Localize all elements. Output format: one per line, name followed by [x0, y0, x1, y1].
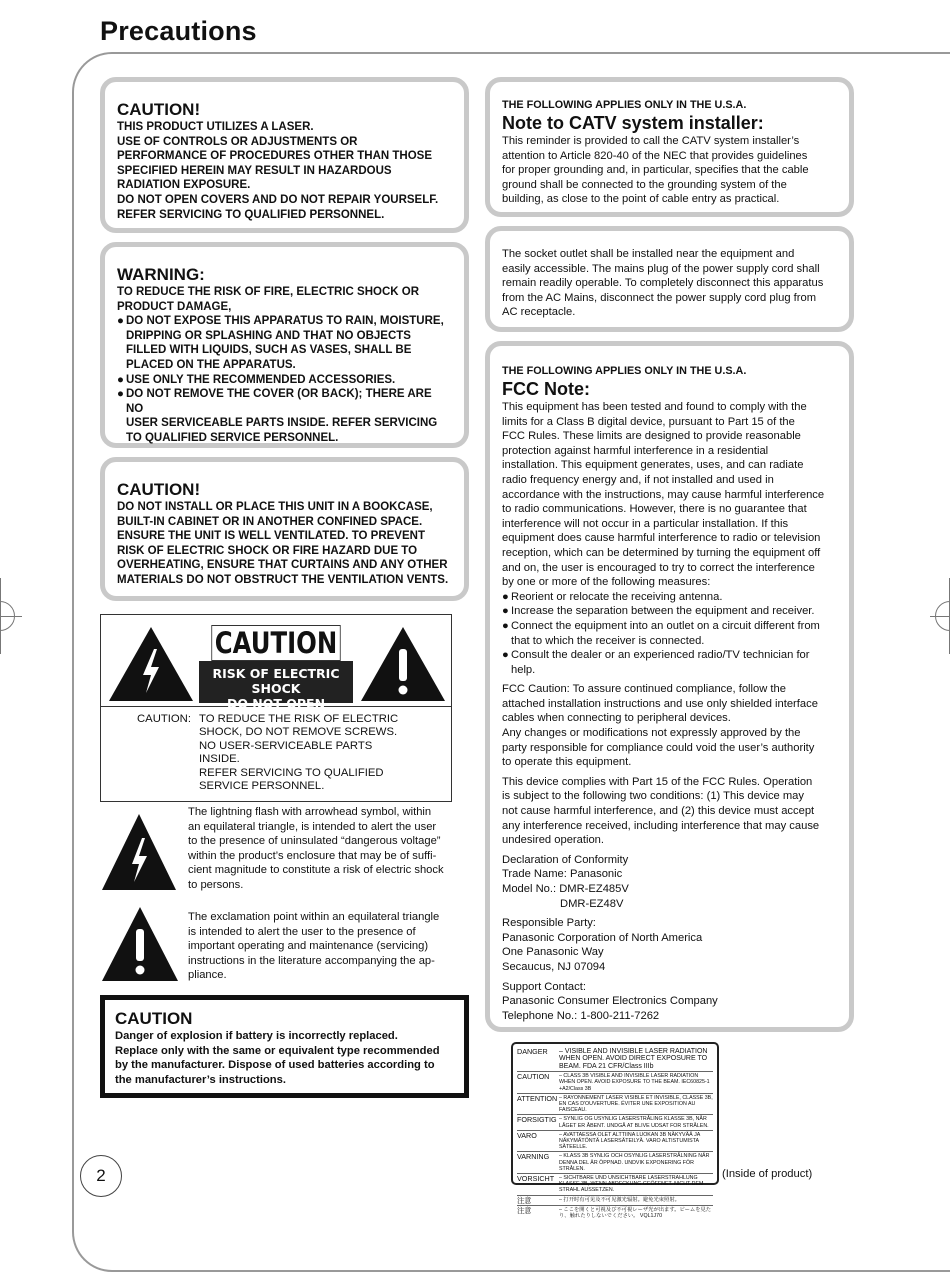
label-row: FORSIGTIG – SYNLIG OG USYNLIG LASERSTRÅLING KLASSE 3B, NÅR LÅGET ER ÅBENT. UNDGÅ AT BLIVE UDSAT FOR STRÅLEN. [517, 1115, 713, 1130]
socket-outlet-text: The socket outlet shall be installed near the equipment and easily accessible. The mains plug of the power supply cord shall remain readily operable. To completely disconnect this apparatus from the AC Mains, disconnect the power supply cord plug from AC receptacle. [502, 248, 824, 319]
catv-applies-label: THE FOLLOWING APPLIES ONLY IN THE U.S.A. [502, 99, 747, 111]
label-row: VARNING – KLASS 3B SYNLIG OCH OSYNLIG LASERSTRÅLNING NÄR DENNA DEL ÄR ÖPPNAD. UNDVIK EXPONERING FÖR STRÅLEN. [517, 1152, 713, 1174]
warning-text: TO REDUCE THE RISK OF FIRE, ELECTRIC SHOCK OR PRODUCT DAMAGE, ● DO NOT EXPOSE THIS APPARATUS TO RAIN, MOISTURE, DRIPPING OR SPLASHING AND THAT NO OBJECTS FILLED WITH LIQUIDS, SUCH AS VASES, SHALL BE PLACED ON THE APPARATUS. ● USE ONLY THE RECOMMENDED ACCESSORIES. ● DO NOT REMOVE THE COVER (OR BACK); THERE ARE NO USER SERVICEABLE PARTS INSIDE. REFER SERVICING TO QUALIFIED SERVICE PERSONNEL. [117, 285, 452, 446]
laser-caution-heading: CAUTION! [117, 100, 201, 119]
exclamation-triangle-icon [100, 905, 180, 983]
page-number: 2 [80, 1155, 122, 1197]
registration-line [930, 616, 950, 617]
laser-caution-box [100, 77, 469, 233]
sign-risk-label: RISK OF ELECTRIC SHOCK DO NOT OPEN [199, 661, 353, 703]
label-row: 注意 – 打开时有可见及不可见激光辐射。避免光束照射。 [517, 1196, 713, 1207]
sign-caution-label: CAUTION: [137, 713, 191, 725]
label-row: DANGER – VISIBLE AND INVISIBLE LASER RADIATION WHEN OPEN. AVOID DIRECT EXPOSURE TO BEAM. FDA 21 CFR/Class IIIb [517, 1047, 713, 1072]
label-row: CAUTION – CLASS 3B VISIBLE AND INVISIBLE LASER RADIATION WHEN OPEN. AVOID EXPOSURE TO THE BEAM. IEC60825-1 +A2/Class 3B [517, 1072, 713, 1094]
fcc-applies-label: THE FOLLOWING APPLIES ONLY IN THE U.S.A. [502, 365, 747, 377]
responsible-party: Responsible Party: Panasonic Corporation of North America One Panasonic Way Secaucus, NJ 07094 [502, 917, 703, 973]
warning-bullet: ● DO NOT EXPOSE THIS APPARATUS TO RAIN, MOISTURE, DRIPPING OR SPLASHING AND THAT NO OBJECTS FILLED WITH LIQUIDS, SUCH AS VASES, SHALL BE PLACED ON THE APPARATUS. [117, 315, 444, 371]
label-row: VARO – AVATTAESSA OLET ALTTIINA LUOKAN 3B NÄKYVÄÄ JA NÄKYMÄTÖNTÄ LASERSÄTEILYÄ. VARO ALTISTUMISTA SÄTEELLE. [517, 1131, 713, 1153]
lightning-warning-icon [107, 625, 195, 703]
warning-bullet: ● DO NOT REMOVE THE COVER (OR BACK); THERE ARE NO USER SERVICEABLE PARTS INSIDE. REFER SERVICING TO QUALIFIED SERVICE PERSONNEL. [117, 388, 438, 444]
laser-warning-label [511, 1042, 719, 1220]
warning-heading: WARNING: [117, 265, 205, 284]
battery-caution-box [100, 995, 469, 1098]
sign-caution-text: CAUTION: TO REDUCE THE RISK OF ELECTRIC SHOCK, DO NOT REMOVE SCREWS. NO USER-SERVICEABLE PARTS INSIDE. REFER SERVICING TO QUALIFIED SERVICE PERSONNEL. [137, 713, 399, 793]
bookcase-caution-box [100, 457, 469, 601]
fcc-note-box [485, 341, 854, 1032]
battery-caution-text: Danger of explosion if battery is incorrectly replaced. Replace only with the same or equivalent type recommended by the manufacturer. Dispose of used batteries according to the manufacturer’s instructions. [115, 1030, 440, 1086]
caution-sign-panel [100, 614, 452, 802]
caution-sign [101, 615, 451, 711]
fcc-measure-bullet: ● Connect the equipment into an outlet on a circuit different from that to which the receiver is connected. [502, 619, 820, 647]
fcc-measure-bullet: ● Increase the separation between the equipment and receiver. [502, 605, 815, 618]
registration-line [0, 578, 1, 654]
label-row: 注意 – ここを開くと可視及び不可視レーザ光が出ます。ビームを見たり、触れたりしないでください。 VQL1J70 [517, 1206, 712, 1220]
warning-bullet: ● USE ONLY THE RECOMMENDED ACCESSORIES. [117, 373, 396, 386]
battery-caution-heading: CAUTION [115, 1009, 193, 1028]
lightning-triangle-icon [100, 812, 178, 892]
lightning-explanation: The lightning flash with arrowhead symbol, within an equilateral triangle, is intended to alert the user to the presence of uninsulated “dangerous voltage” within the product’s enclosure that may be of suffi- cient magnitude to constitute a risk of electric shock to persons. [188, 806, 444, 891]
catv-text: This reminder is provided to call the CATV system installer’s attention to Article 820-40 of the NEC that provides guidelines for proper grounding and, in particular, specifies that the cable ground shall be connected to the grounding system of the building, as close to the point of cable entry as practical. [502, 135, 809, 206]
support-contact: Support Contact: Panasonic Consumer Electronics Company Telephone No.: 1-800-211-7262 [502, 980, 718, 1022]
registration-line [0, 616, 22, 617]
exclamation-explanation: The exclamation point within an equilateral triangle is intended to alert the user to the presence of important operating and maintenance (servicing) instructions in the literature accompanying the ap- pliance. [188, 911, 440, 982]
bookcase-caution-heading: CAUTION! [117, 480, 201, 499]
label-row: ATTENTION – RAYONNEMENT LASER VISIBLE ET INVISIBLE, CLASSE 3B, EN CAS D'OUVERTURE. ÉVITER UNE EXPOSITION AU FAISCEAU. [517, 1094, 713, 1116]
fcc-caution-text: FCC Caution: To assure continued compliance, follow the attached installation instructions and use only shielded interface cables when connecting to peripheral devices. Any changes or modifications not expressly approved by the party responsible for compliance could void the user’s authority to operate this equipment. [502, 683, 818, 769]
fcc-measure-bullet: ● Reorient or relocate the receiving antenna. [502, 590, 723, 603]
warning-box [100, 242, 469, 448]
page-title: Precautions [100, 16, 257, 46]
exclamation-warning-icon [359, 625, 447, 703]
catv-note-box [485, 77, 854, 217]
bookcase-caution-text: DO NOT INSTALL OR PLACE THIS UNIT IN A BOOKCASE, BUILT-IN CABINET OR IN ANOTHER CONFINED SPACE. ENSURE THE UNIT IS WELL VENTILATED. TO PREVENT RISK OF ELECTRIC SHOCK OR FIRE HAZARD DUE TO OVERHEATING, ENSURE THAT CURTAINS AND ANY OTHER MATERIALS DO NOT OBSTRUCT THE VENTILATION VENTS. [117, 501, 449, 586]
label-location-note: (Inside of product) [722, 1168, 813, 1180]
fcc-part15-text: This device complies with Part 15 of the FCC Rules. Operation is subject to the following two conditions: (1) This device may not cause harmful interference, and (2) this device must accept any interference received, including interference that may cause undesired operation. [502, 775, 820, 847]
declaration-of-conformity: Declaration of Conformity Trade Name: Panasonic Model No.: DMR-EZ485V DMR-EZ48V [502, 853, 629, 910]
laser-caution-text: THIS PRODUCT UTILIZES A LASER. USE OF CONTROLS OR ADJUSTMENTS OR PERFORMANCE OF PROCEDURES OTHER THAN THOSE SPECIFIED HEREIN MAY RESULT IN HAZARDOUS RADIATION EXPOSURE. DO NOT OPEN COVERS AND DO NOT REPAIR YOURSELF. REFER SERVICING TO QUALIFIED PERSONNEL. [117, 121, 439, 221]
socket-outlet-box [485, 226, 854, 332]
catv-heading: Note to CATV system installer: [502, 113, 764, 133]
fcc-heading: FCC Note: [502, 379, 590, 399]
sign-caution-word: CAUTION [211, 625, 340, 661]
label-row: VORSICHT – SICHTBARE UND UNSICHTBARE LASERSTRAHLUNG KLASSE 3B, WENN ABDECKUNG GEÖFFNET. NICHT DEM STRAHL AUSSETZEN. [517, 1174, 713, 1196]
fcc-text: This equipment has been tested and found to comply with the limits for a Class B digital device, pursuant to Part 15 of the FCC Rules. These limits are designed to provide reasonable protection against harmful interference in a residential installation. This equipment generates, uses, and can radiate radio frequency energy and, if not installed and used in accordance with the instructions, may cause harmful interference to radio communications. However, there is no guarantee that interference will not occur in a particular installation. If this equipment does cause harmful interference to radio or television reception, which can be determined by turning the equipment off and on, the user is encouraged to try to correct the interference by one or more of the following measures: ● Reorient or relocate the receiving antenna. ● Increase the separation between the equipment and receiver. ● Connect the equipment into an outlet on a circuit different from that to which the receiver is connected. ● Consult the dealer or an experienced radio/TV technician for help. [502, 400, 837, 677]
fcc-measure-bullet: ● Consult the dealer or an experienced radio/TV technician for help. [502, 649, 810, 676]
